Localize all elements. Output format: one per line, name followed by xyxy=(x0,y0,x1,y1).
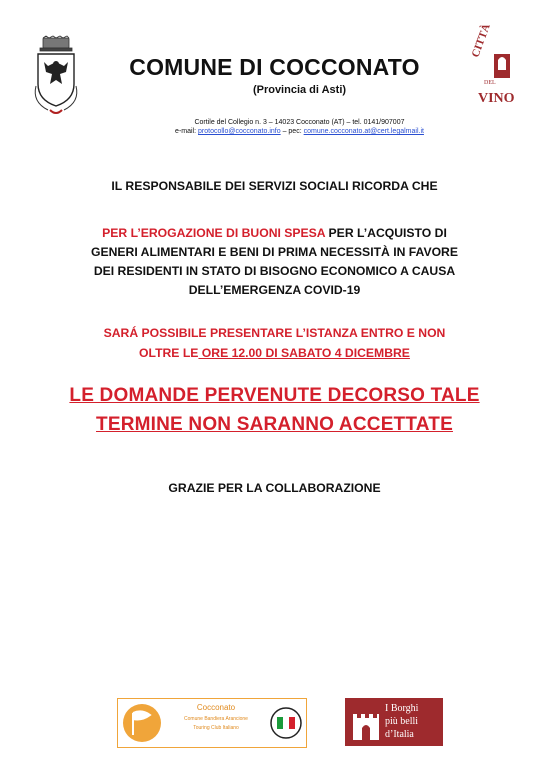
thanks-line: GRAZIE PER LA COLLABORAZIONE xyxy=(168,481,381,495)
borghi-line-3: d’Italia xyxy=(385,729,414,740)
badge-subtitle: Comune Bandiera Arancione xyxy=(184,716,248,722)
contacts-line xyxy=(0,128,549,135)
logo-citta-text: CITTÀ xyxy=(469,22,493,60)
touring-club-icon xyxy=(270,707,302,739)
borghi-line-2: più belli xyxy=(385,716,419,727)
intro-line: IL RESPONSABILE DEI SERVIZI SOCIALI RICORDA CHE xyxy=(111,179,438,193)
bandiera-arancione-badge xyxy=(117,698,307,748)
castle-icon xyxy=(351,704,381,740)
badge-town-name: Cocconato xyxy=(196,703,236,712)
badge-touring: Touring Club Italiano xyxy=(193,725,239,731)
vouchers-highlight: PER L’EROGAZIONE DI BUONI SPESA xyxy=(102,226,326,240)
pec-label: – pec: xyxy=(282,128,302,135)
address-line: Cortile del Collegio n. 3 – 14023 Cocconato (AT) – tel. 0141/907007 xyxy=(194,119,405,126)
email-label: e-mail: xyxy=(175,128,197,135)
logo-del-text: DEL xyxy=(484,80,496,86)
vouchers-rest: PER L’ACQUISTO DI xyxy=(325,226,447,240)
deadline-prefix: OLTRE LE xyxy=(139,346,199,360)
borghi-badge xyxy=(345,698,443,746)
deadline-line-1: SARÁ POSSIBILE PRESENTARE L’ISTANZA ENTRO E NON xyxy=(103,326,446,340)
page-title: COMUNE DI COCCONATO xyxy=(129,54,420,80)
vouchers-line-4: DELL’EMERGENZA COVID-19 xyxy=(188,283,361,297)
orange-flag-icon xyxy=(122,703,162,743)
logo-vino-text: VINO xyxy=(478,91,515,106)
pec-link[interactable]: comune.cocconato.at@cert.legalmail.it xyxy=(303,128,424,135)
vouchers-line-3: DEI RESIDENTI IN STATO DI BISOGNO ECONOMICO A CAUSA xyxy=(93,264,456,278)
province-subtitle: (Provincia di Asti) xyxy=(252,84,347,96)
vouchers-line-1 xyxy=(0,226,549,240)
vouchers-line-2: GENERI ALIMENTARI E BENI DI PRIMA NECESSITÀ IN FAVORE xyxy=(90,245,458,259)
deadline-line-2 xyxy=(0,346,549,360)
warning-line-2: TERMINE NON SARANNO ACCETTATE xyxy=(96,414,453,435)
deadline-date: ORE 12.00 DI SABATO 4 DICEMBRE xyxy=(198,346,410,360)
email-link[interactable]: protocollo@cocconato.info xyxy=(198,128,281,135)
borghi-line-1: I Borghi xyxy=(385,703,419,714)
warning-line-1: LE DOMANDE PERVENUTE DECORSO TALE xyxy=(69,385,480,406)
